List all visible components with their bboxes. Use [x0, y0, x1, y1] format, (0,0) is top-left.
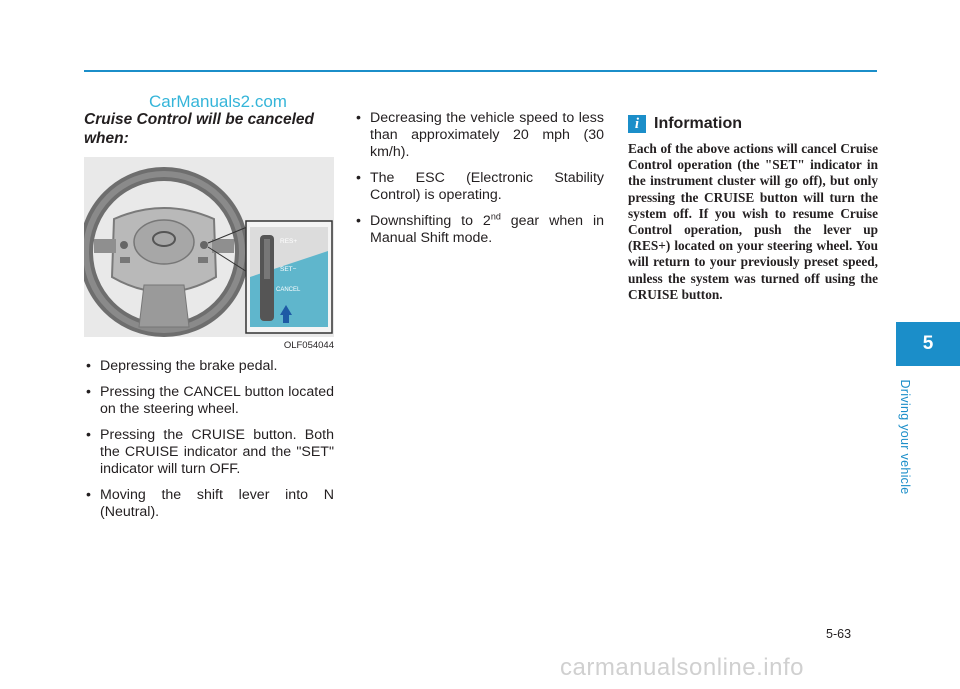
- list-item: • Pressing the CRUISE button. Both the CRUISE indicator and the "SET" indicator will turn OFF.: [86, 427, 334, 478]
- chapter-tab[interactable]: 5: [896, 322, 960, 366]
- chapter-label: [890, 372, 920, 502]
- list-item: [356, 213, 604, 247]
- list-item: • The ESC (Electronic Stability Control) is operating.: [356, 170, 604, 204]
- information-title: Information: [654, 115, 742, 132]
- header-rule: [84, 70, 877, 72]
- cancel-label: CANCEL: [276, 287, 301, 293]
- left-bullet-list: [86, 358, 334, 530]
- list-item: • Depressing the brake pedal.: [86, 358, 334, 375]
- information-header: [628, 115, 742, 133]
- ordinal-suffix: nd: [490, 211, 501, 222]
- list-item: • Decreasing the vehicle speed to less than approximately 20 mph (30 km/h).: [356, 110, 604, 161]
- set-label: SET−: [280, 266, 297, 273]
- page-number: 5-63: [826, 627, 852, 641]
- list-item-text: Downshifting to 2: [370, 213, 491, 229]
- steering-wheel-illustration: [84, 157, 334, 337]
- info-icon: i: [628, 115, 646, 133]
- list-item-text: gear when in Manual Shift mode.: [370, 213, 604, 246]
- watermark-top[interactable]: CarManuals2.com: [149, 92, 287, 111]
- middle-bullet-list: [356, 110, 604, 256]
- figure-caption: OLF054044: [283, 340, 334, 351]
- footer-watermark[interactable]: carmanualsonline.info: [560, 654, 804, 681]
- chapter-label-text: Driving your vehicle: [898, 379, 912, 495]
- list-item: • Moving the shift lever into N (Neutral).: [86, 487, 334, 521]
- list-item: • Pressing the CANCEL button located on the steering wheel.: [86, 384, 334, 418]
- res-label: RES+: [280, 238, 298, 245]
- left-column: [84, 110, 334, 148]
- steering-wheel-figure: [84, 157, 334, 337]
- information-body: Each of the above actions will cancel Cruise Control operation (the "SET" indicator in the instrument cluster will go off), but only pressing the CRUISE button will turn the system off. If you wish to resume Cruise Control operation, push the lever up (RES+) located on your steering wheel. You will return to your previously preset speed, unless the system was turned off using the CRUISE button.: [628, 141, 878, 302]
- section-heading: Cruise Control will be canceled when:: [84, 111, 314, 147]
